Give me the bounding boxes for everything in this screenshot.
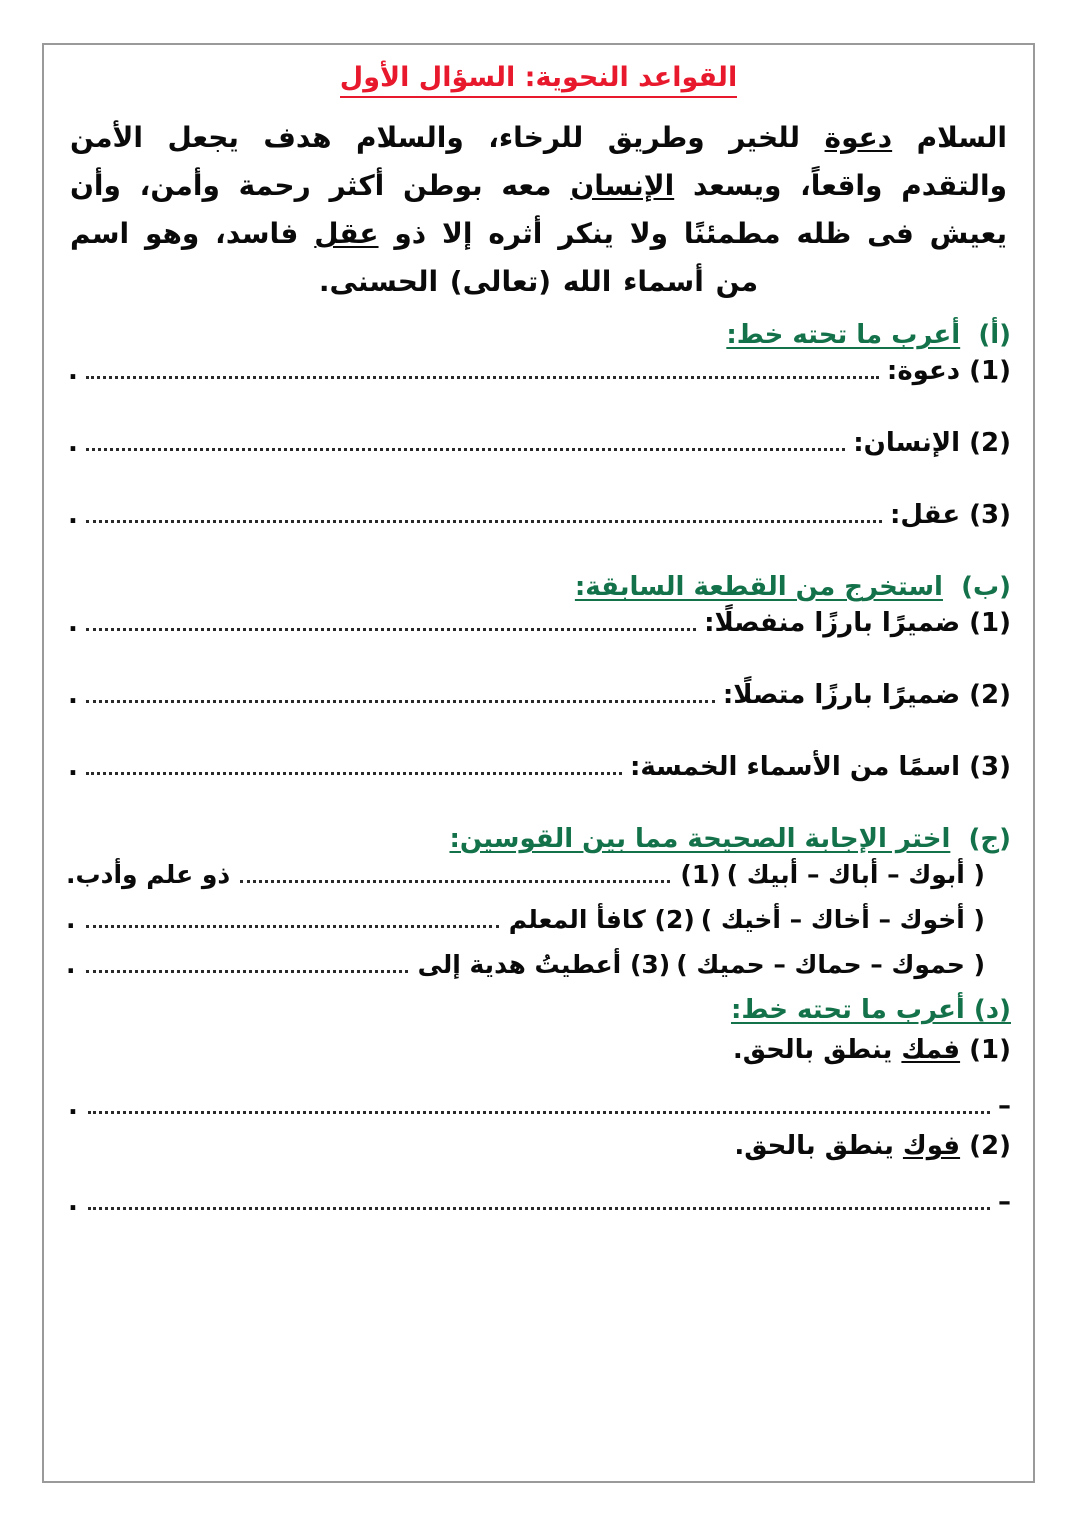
section-a-item-2-answer-line[interactable] [86, 430, 845, 451]
section-b-item-1-label: (1) ضميرًا بارزًا منفصلًا: [704, 608, 1011, 639]
section-c-item-3-stem [66, 950, 670, 979]
section-b-item-2 [66, 680, 1011, 726]
section-c-item-1 [66, 860, 1011, 889]
passage-underlined-word-2: الإنسان [570, 168, 675, 202]
section-d-item-1-dash: – [998, 1091, 1011, 1122]
worksheet-content [44, 45, 1033, 1217]
passage-segment-3: معه بوطن أكثر رحمة وأمن، وأن يعيش فى ظله مطمئنًا ولا ينكر أثره إلا ذو [70, 168, 1007, 251]
section-c-item-3-text: أعطيتُ هدية إلى [417, 950, 622, 980]
section-d-item-2-number: (2) [960, 1131, 1011, 1162]
passage-underlined-word-1: دعوة [824, 120, 893, 154]
section-a-item-3-label: (3) عقل: [890, 500, 1011, 531]
section-b-item-3-answer-line[interactable] [86, 754, 622, 775]
section-b-item-3-label: (3) اسمًا من الأسماء الخمسة: [629, 752, 1011, 783]
section-c-heading [66, 824, 1011, 854]
section-a-item-3 [66, 500, 1011, 546]
section-b-heading-text: استخرج من القطعة السابقة: [574, 572, 943, 603]
page-title: القواعد النحوية: السؤال الأول [340, 61, 737, 98]
section-a-heading [66, 320, 1011, 350]
passage-segment-1: السلام [892, 120, 1007, 154]
section-c-item-2-text: كافأ المعلم [508, 905, 646, 935]
section-c-item-1-text: ذو علم وأدب. [66, 860, 231, 890]
section-c-item-2 [66, 905, 1011, 934]
section-d-item-2-end-dot: . [68, 1187, 78, 1218]
section-b-item-1-end-dot: . [68, 608, 78, 639]
reading-passage [70, 114, 1007, 307]
section-b-item-2-label: (2) ضميرًا بارزًا متصلًا: [722, 680, 1011, 711]
section-c-item-2-stem [66, 905, 695, 934]
section-c-item-1-number: (1) [680, 860, 721, 890]
section-d-item-1-sentence [66, 1035, 1011, 1065]
section-a-item-1-end-dot: . [68, 356, 78, 387]
section-b-heading [66, 572, 1011, 602]
section-c-item-3 [66, 950, 1011, 979]
section-c-item-1-options[interactable]: ( أبوك – أباك – أبيك ) [726, 860, 985, 890]
section-b-marker: (ب) [961, 572, 1011, 603]
section-c-item-1-stem [66, 860, 721, 889]
section-b-item-3 [66, 752, 1011, 798]
section-c-item-2-answer-line[interactable] [86, 909, 499, 928]
section-d-item-1-rest: ينطق بالحق. [732, 1035, 902, 1066]
worksheet-page [42, 43, 1035, 1483]
section-d-heading [66, 995, 1011, 1025]
section-a-marker: (أ) [978, 320, 1011, 351]
section-a-item-2 [66, 428, 1011, 474]
section-a-item-3-answer-line[interactable] [86, 502, 882, 523]
section-d-item-1-underlined-word: فمك [901, 1035, 961, 1066]
section-d-item-2-dash: – [998, 1187, 1011, 1218]
section-d-item-1-number: (1) [960, 1035, 1011, 1066]
section-b-item-2-answer-line[interactable] [86, 682, 715, 703]
section-b-item-3-end-dot: . [68, 752, 78, 783]
section-c-item-3-number: (3) [629, 950, 671, 980]
page-title-row [66, 61, 1011, 98]
section-c-marker: (ج) [968, 824, 1011, 855]
section-c-item-3-end-dot: . [66, 950, 76, 980]
section-c-heading-text: اختر الإجابة الصحيحة مما بين القوسين: [449, 824, 951, 855]
section-b-item-1-answer-line[interactable] [86, 610, 696, 631]
section-d-item-1-answer [66, 1091, 1011, 1121]
section-d-item-1-end-dot: . [68, 1091, 78, 1122]
section-c-item-3-answer-line[interactable] [86, 954, 408, 973]
section-a-heading-text: أعرب ما تحته خط: [726, 320, 961, 351]
section-d-heading-text: (د) أعرب ما تحته خط: [730, 995, 1011, 1026]
section-a-item-3-end-dot: . [68, 500, 78, 531]
section-d-item-2-rest: ينطق بالحق. [734, 1131, 903, 1162]
section-c-item-2-options[interactable]: ( أخوك – أخاك – أخيك ) [700, 905, 985, 935]
section-d-item-1-answer-line[interactable] [88, 1095, 990, 1114]
section-c-item-3-options[interactable]: ( حموك – حماك – حميك ) [676, 950, 985, 980]
section-a-item-2-label: (2) الإنسان: [853, 428, 1011, 459]
section-c-item-2-end-dot: . [66, 905, 76, 935]
section-c-item-2-number: (2) [654, 905, 695, 935]
section-c-item-1-answer-line[interactable] [240, 864, 670, 883]
section-a-item-2-end-dot: . [68, 428, 78, 459]
section-d-item-2-answer-line[interactable] [88, 1191, 990, 1210]
section-a-item-1-label: (1) دعوة: [886, 356, 1011, 387]
section-d-item-2-sentence [66, 1131, 1011, 1161]
section-d-item-2-underlined-word: فوك [902, 1131, 961, 1162]
section-d-item-2-answer [66, 1187, 1011, 1217]
passage-underlined-word-3: عقل [314, 217, 379, 251]
section-b-item-2-end-dot: . [68, 680, 78, 711]
passage-segment-4: فاسد، وهو اسم من أسماء الله (تعالى) الحسنى. [70, 217, 759, 299]
section-a-item-1-answer-line[interactable] [86, 358, 879, 379]
section-b-item-1 [66, 608, 1011, 654]
passage-segment-2: للخير وطريق للرخاء، والسلام هدف يجعل الأمن والتقدم واقعاً، ويسعد [70, 120, 1008, 202]
section-a-item-1 [66, 356, 1011, 402]
